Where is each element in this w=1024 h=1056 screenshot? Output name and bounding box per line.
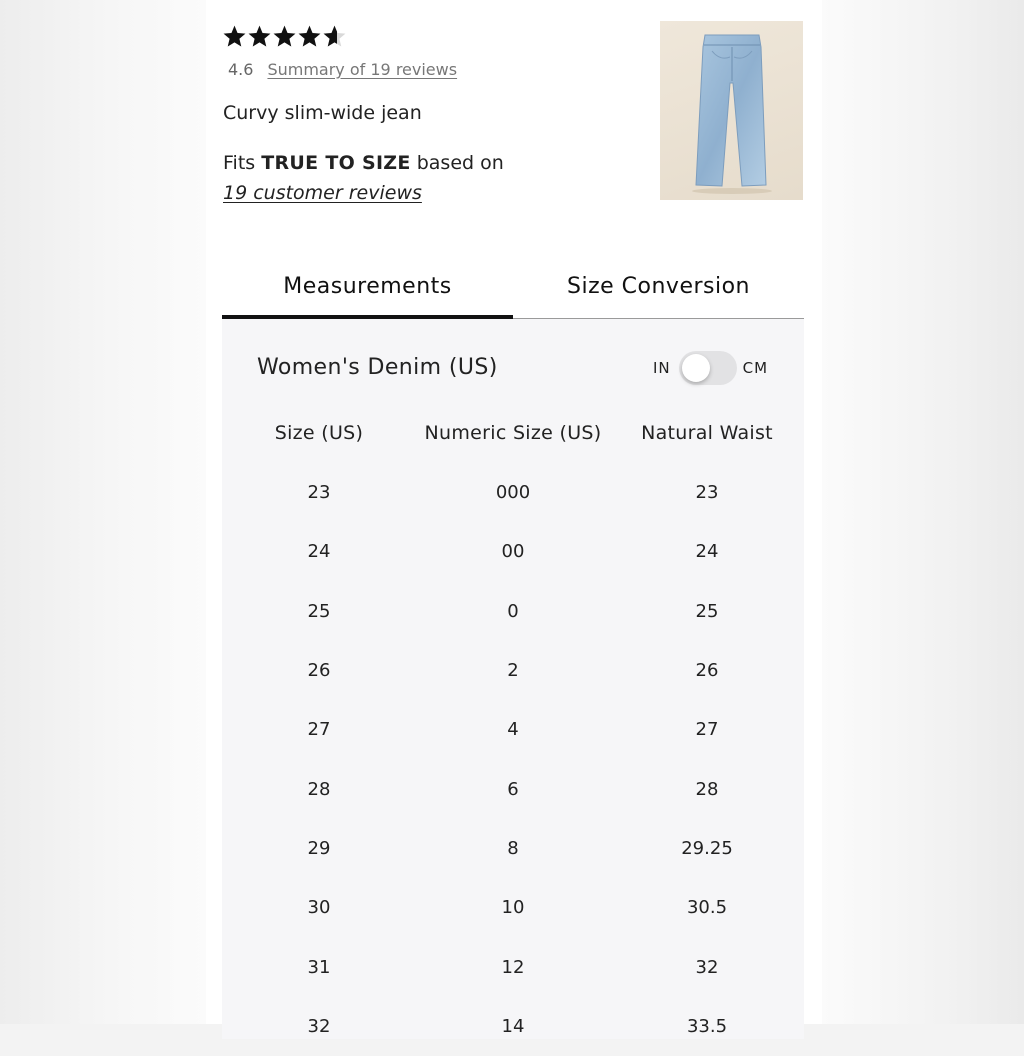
star-icon (322, 24, 347, 49)
table-row (222, 878, 804, 937)
star-icon (247, 24, 272, 49)
column-header-size: Size (US) (274, 422, 364, 444)
cell-size: 25 (307, 600, 331, 622)
cell-numeric-size: 2 (507, 660, 519, 682)
cell-natural-waist: 28 (695, 778, 719, 800)
table-row (222, 641, 804, 700)
cell-natural-waist: 23 (695, 482, 719, 504)
backdrop-right (822, 0, 1024, 1024)
cell-size: 30 (307, 897, 331, 919)
size-table (222, 403, 804, 1056)
table-row (222, 522, 804, 581)
cell-numeric-size: 6 (507, 778, 519, 800)
cell-natural-waist: 27 (695, 719, 719, 741)
product-thumbnail[interactable] (660, 21, 803, 200)
table-row (222, 582, 804, 641)
cell-natural-waist: 25 (695, 600, 719, 622)
cell-size: 28 (307, 778, 331, 800)
backdrop-left (0, 0, 206, 1024)
tab-size-conversion[interactable]: Size Conversion (567, 273, 750, 299)
cell-natural-waist: 33.5 (686, 1015, 728, 1037)
chart-title: Women's Denim (US) (257, 355, 498, 380)
unit-switch[interactable] (679, 351, 737, 385)
fit-suffix: based on (410, 152, 504, 174)
cell-numeric-size: 000 (495, 482, 531, 504)
table-row (222, 937, 804, 996)
star-rating (222, 20, 347, 52)
unit-toggle (653, 350, 768, 386)
customer-reviews-link[interactable]: 19 customer reviews (223, 182, 422, 204)
rating-summary (228, 58, 457, 80)
unit-label-in: IN (653, 359, 671, 377)
cell-natural-waist: 29.25 (681, 837, 733, 859)
cell-natural-waist: 30.5 (686, 897, 728, 919)
reviews-summary-link[interactable]: Summary of 19 reviews (267, 59, 458, 79)
star-icon (222, 24, 247, 49)
table-row (222, 997, 804, 1056)
cell-numeric-size: 8 (507, 837, 519, 859)
cell-size: 32 (307, 1015, 331, 1037)
size-guide-card (206, 0, 822, 1037)
table-row (222, 759, 804, 818)
cell-numeric-size: 14 (501, 1015, 525, 1037)
cell-numeric-size: 4 (507, 719, 519, 741)
fit-statement (223, 152, 504, 174)
cell-natural-waist: 32 (695, 956, 719, 978)
column-header-natural-waist: Natural Waist (641, 422, 773, 444)
size-guide-tabs (222, 256, 804, 319)
cell-size: 26 (307, 660, 331, 682)
measurements-panel (222, 319, 804, 1039)
cell-natural-waist: 24 (695, 541, 719, 563)
cell-size: 23 (307, 482, 331, 504)
fit-prefix: Fits (223, 152, 262, 174)
cell-numeric-size: 00 (501, 541, 525, 563)
cell-size: 24 (307, 541, 331, 563)
cell-size: 29 (307, 837, 331, 859)
fit-verdict: TRUE TO SIZE (261, 152, 411, 174)
rating-value: 4.6 (228, 59, 254, 79)
table-row (222, 819, 804, 878)
table-row (222, 463, 804, 522)
cell-numeric-size: 0 (507, 600, 519, 622)
star-icon (297, 24, 322, 49)
unit-label-cm: CM (742, 359, 769, 377)
tab-measurements[interactable]: Measurements (222, 256, 513, 316)
table-row (222, 700, 804, 759)
cell-size: 31 (307, 956, 331, 978)
column-header-numeric-size: Numeric Size (US) (424, 422, 602, 444)
cell-size: 27 (307, 719, 331, 741)
jeans-icon (660, 21, 803, 200)
cell-numeric-size: 12 (501, 956, 525, 978)
table-header-row (222, 403, 804, 463)
product-name: Curvy slim-wide jean (223, 102, 422, 124)
cell-natural-waist: 26 (695, 660, 719, 682)
cell-numeric-size: 10 (501, 897, 525, 919)
switch-knob (682, 354, 710, 382)
star-icon (272, 24, 297, 49)
